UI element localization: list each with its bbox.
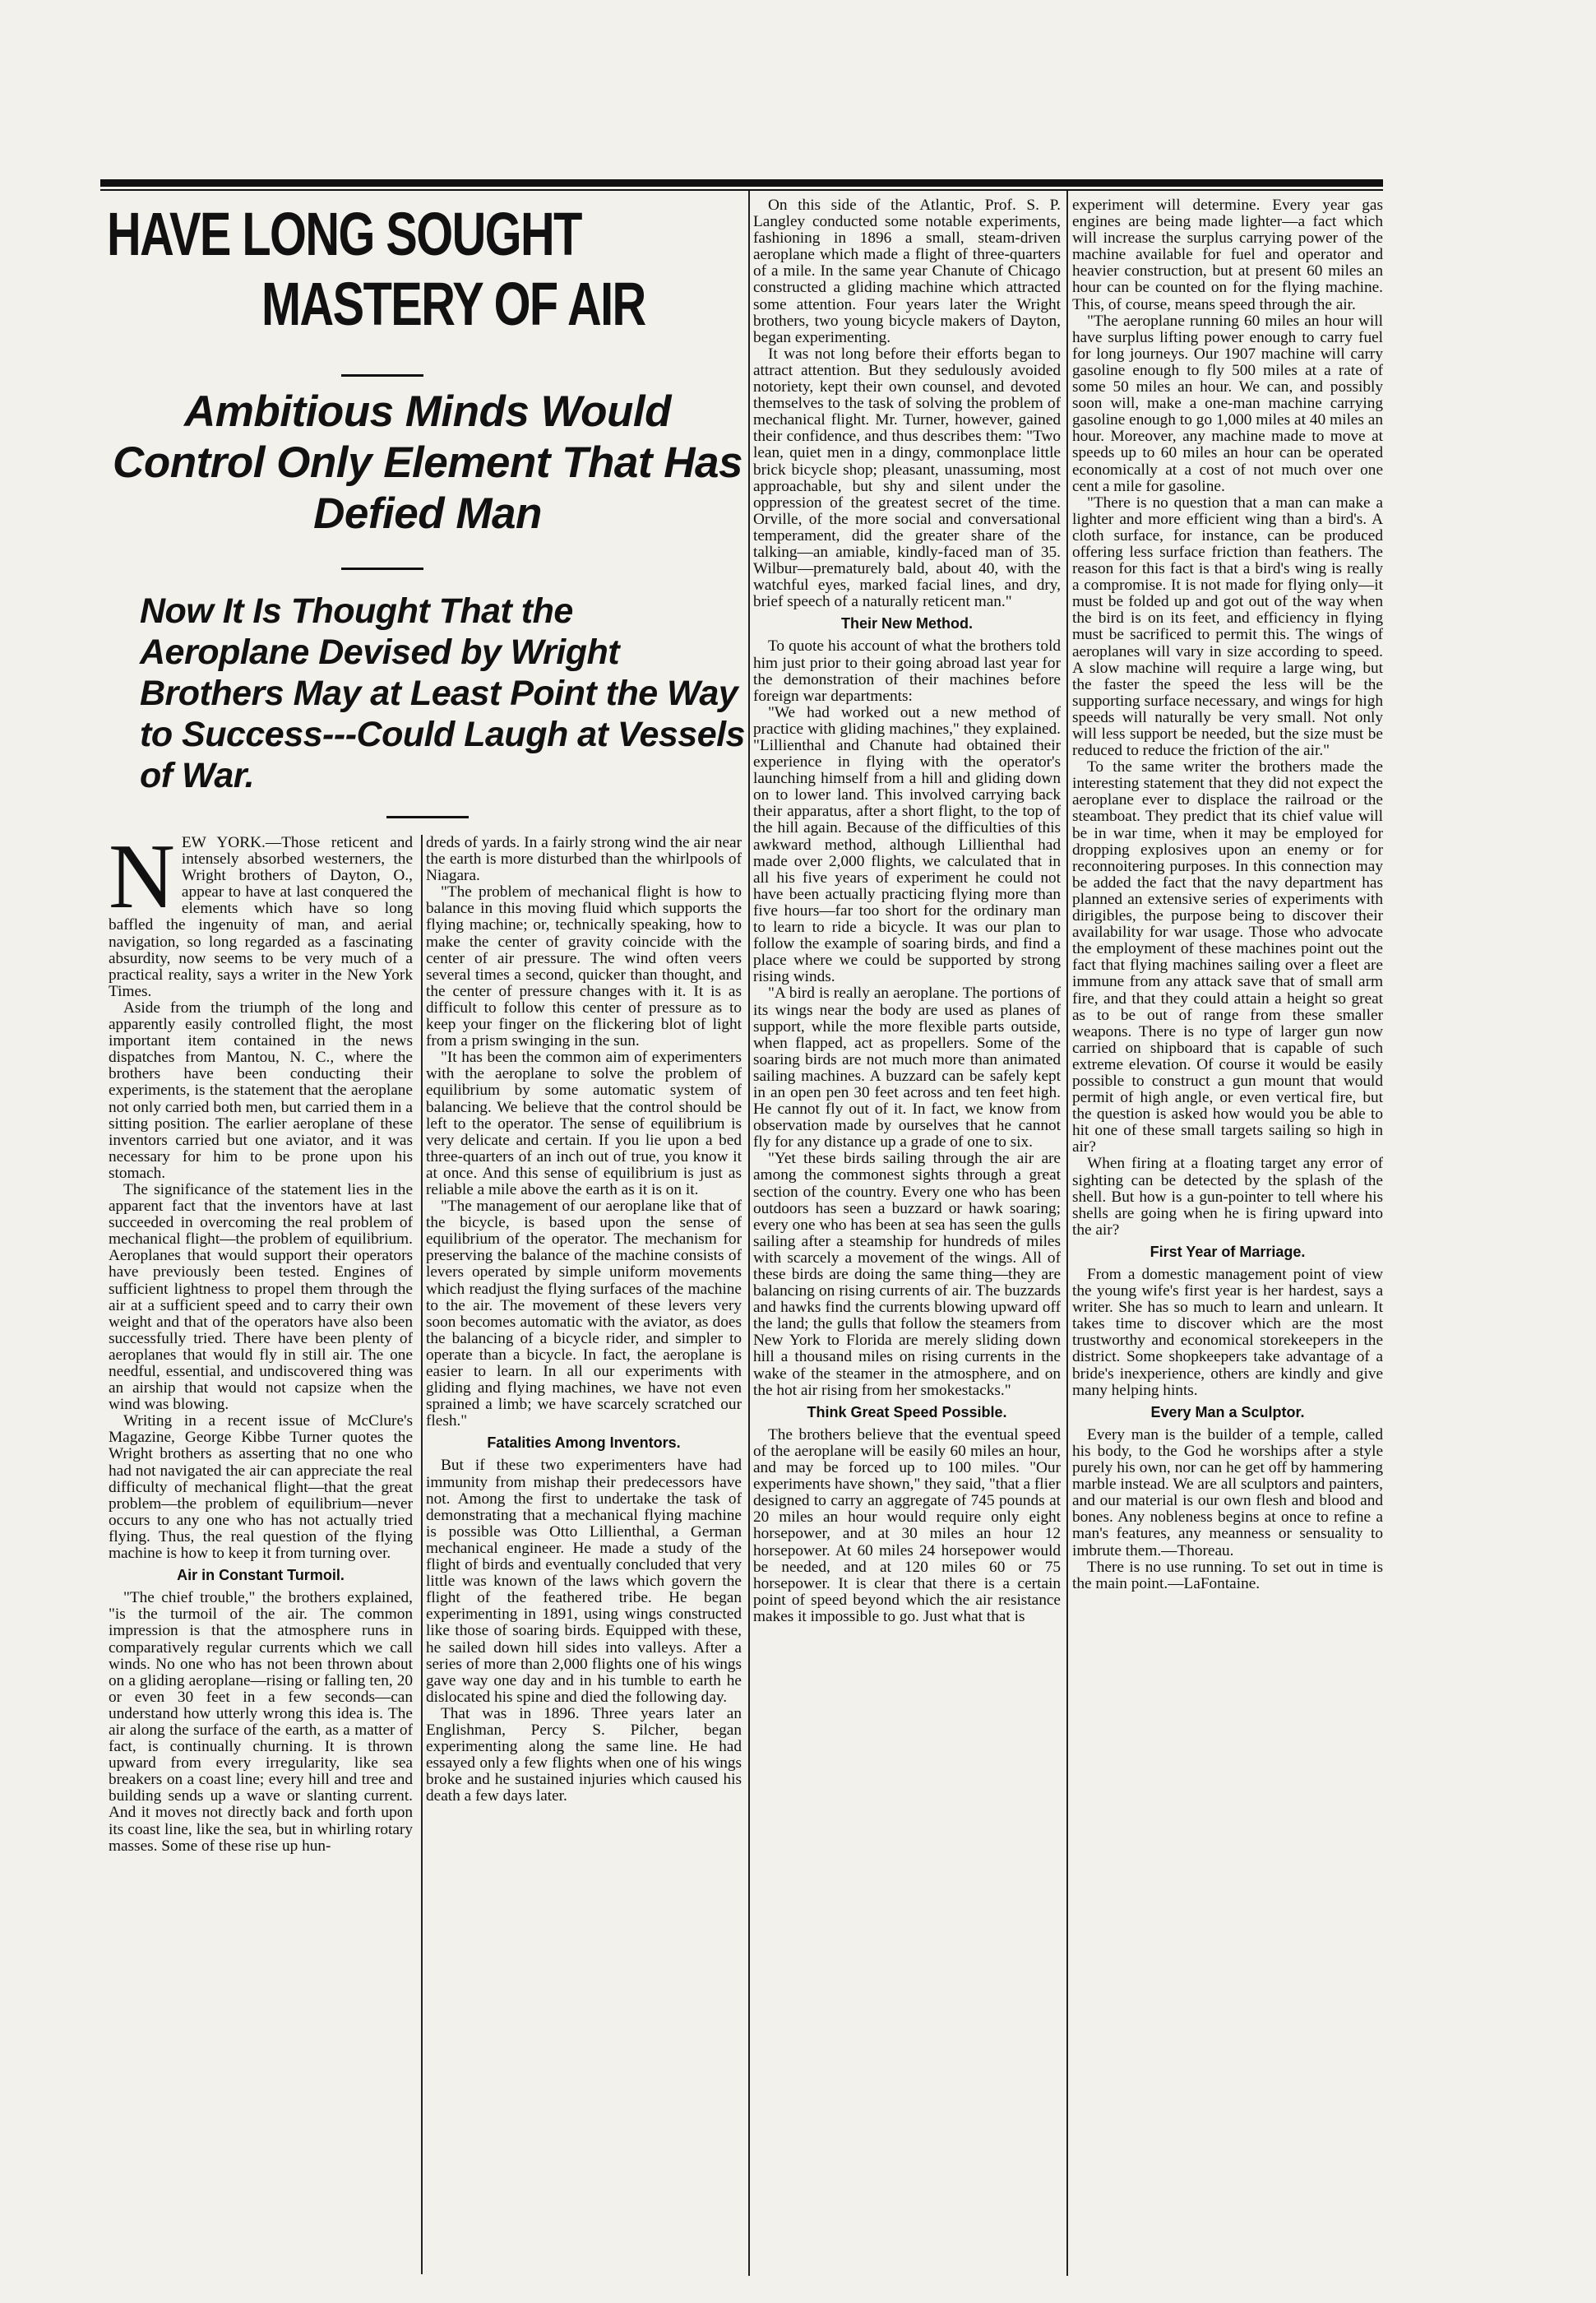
article-paragraph: Aside from the triumph of the long and apparently easily controlled flight, the most important item contained in the news dispatches from Mantou, N. C., where the brothers have been conducting their experiments, is the statement that the aeroplane not only carried both men, but carried them in a sitting position. The earlier aeroplane of these inventors carried but one aviator, and it was necessary for him to be prone upon his stomach. [109, 999, 413, 1182]
article-paragraph: On this side of the Atlantic, Prof. S. P. Langley conducted some notable experiments, fashioning in 1896 a small, steam-driven aeroplane which made a flight of three-quarters of a mile. In the same year Chanute of Chicago constructed a gliding machine which attracted some attention. Four years later the Wright brothers, two young bicycle makers of Dayton, began experimenting. [753, 197, 1061, 346]
article-paragraph: Writing in a recent issue of McClure's Magazine, George Kibbe Turner quotes the Wright brothers as asserting that no one who had not navigated the air can appreciate the real difficulty of mechanical flight—that the great problem—the problem of equilibrium—never occurs to any one who has not actually tried flying. Thus, the real question of the flying machine is how to keep it from turning over. [109, 1412, 413, 1563]
article-paragraph: experiment will determine. Every year gas engines are being made lighter—a fact which will increase the surplus carrying power of the machine available for fuel and operator and heavier construction, but at present 60 miles an hour can be counted on for the flying machine. This, of course, means speed through the air. [1072, 197, 1383, 313]
article-paragraph: From a domestic management point of view the young wife's first year is her hardest, says a writer. She has so much to learn and unlearn. It takes time to discover which are the most trustworthy and economical storekeepers in the district. Some shopkeepers take advantage of a bride's inexperience, others are kindly and give many helping hints. [1072, 1266, 1383, 1399]
headline-line-1: HAVE LONG SOUGHT [107, 200, 581, 268]
column-4 [1072, 197, 1383, 2278]
article-paragraph: The brothers believe that the eventual speed of the aeroplane will be easily 60 miles an hour, and may be forced up to 100 miles. "Our experiments have shown," they said, "that a flier designed to carry an aggregate of 745 pounds at 20 miles an hour would require only eight horsepower, and at 30 miles an hour 12 horsepower. At 60 miles 24 horsepower would be needed, and at 120 miles 60 or 75 horsepower. It is clear that there is a certain point of speed beyond which the air resistance makes it impossible to go. Just what that is [753, 1425, 1061, 1625]
deck-rule-3 [386, 816, 469, 818]
column-2 [426, 835, 742, 2282]
article-paragraph: "The management of our aeroplane like that of the bicycle, is based upon the sense of equilibrium of the operator. The mechanism for preserving the balance of the machine consists of levers operated by simple uniform movements which readjust the flying surfaces of the machine to the air. The movement of these levers very soon becomes automatic with the aviator, as does the balancing of a bicycle rider, and simpler to operate than a bicycle. In fact, the aeroplane is easier to learn. In all our experiments with gliding and flying machines, we have not even sprained a limb; we have scarcely scratched our flesh." [426, 1198, 742, 1430]
subhead-air-in-constant-turmoil: Air in Constant Turmoil. [177, 1567, 345, 1584]
article-paragraph: When firing at a floating target any error of sighting can be detected by the splash of the shell. But how is a gun-pointer to tell where his shells are going when he is firing upward into the air? [1072, 1155, 1383, 1239]
column-rule-1 [421, 835, 423, 2274]
column-3 [753, 197, 1061, 2278]
article-paragraph: "There is no question that a man can make a lighter and more efficient wing than a bird's. A cloth surface, for instance, can be produced offering less surface friction than feathers. The reason for this fact is that a bird's wing is really a compromise. It is not made for flying only—it must be folded up and got out of the way when the bird is on its feet, and efficiency in flying must be sacrificed to permit this. The wings of aeroplanes will vary in size according to speed. A slow machine will require a large wing, but the faster the speed the less will be the supporting surface necessary, and wings for high speeds will naturally be very small. Not only will less support be needed, but the size must be reduced to reduce the friction of the air." [1072, 494, 1383, 760]
deck-ambitious-minds: Ambitious Minds Would Control Only Element That Has Defied Man [113, 387, 742, 538]
lead-text: EW YORK.—Those reticent and intensely absorbed westerners, the Wright brothers of Dayton, O., appear to have at last conquered the elements which have so long baffled the ingenuity of man, and aerial navigation, so long regarded as a fascinating absurdity, now seems to be very much of a practical reality, says a writer in the New York Times. [109, 835, 413, 1000]
article-paragraph: There is no use running. To set out in time is the main point.—LaFontaine. [1072, 1558, 1383, 1592]
article-paragraph: "Yet these birds sailing through the air are among the commonest sights through a great section of the country. Every one who has been outdoors has seen a buzzard or hawk soaring; every one who has been at sea has seen the gulls sailing after a steamship for hundreds of miles with scarcely a movement of the wings. All of these birds are doing the same thing—they are balancing on rising currents of air. The buzzards and hawks find the currents blowing upward off the land; the gulls that follow the steamers from New York to Florida are merely sliding down hill a thousand miles on rising currents in the wake of the steamer in the atmosphere, and on the hot air rising from her smokestacks." [753, 1150, 1061, 1399]
article-paragraph: That was in 1896. Three years later an Englishman, Percy S. Pilcher, began experimenting along the same line. He had essayed only a few flights when one of his wings broke and he sustained injuries which caused his death a few days later. [426, 1704, 742, 1805]
article-paragraph: It was not long before their efforts began to attract attention. But they sedulously avoided notoriety, kept their own counsel, and devoted themselves to the task of solving the problem of mechanical flight. Mr. Turner, however, gained their confidence, and thus describes them: "Two lean, quiet men in a dingy, commonplace little brick bicycle shop; pleasant, unassuming, most approachable, but shy and silent under the oppression of the greatest secret of the time. Orville, of the more social and conversational temperament, did the greater share of the talking—an amiable, kindly-faced man of 35. Wilbur—prematurely bald, about 40, with the watchful eyes, marked facial lines, and dry, brief speech of a naturally reticent man." [753, 345, 1061, 611]
lead-paragraph [109, 835, 413, 1000]
article-paragraph: "A bird is really an aeroplane. The portions of its wings near the body are used as planes of support, while the more flexible parts outside, when flapped, act as propellers. Some of the soaring birds are not much more than animated sailing machines. A buzzard can be safely kept in an open pen 30 feet across and ten feet high. He cannot fly out of it. In fact, we know from observation made by ourselves that he cannot fly for any distance up a grade of one to six. [753, 985, 1061, 1152]
article-paragraph: "The chief trouble," the brothers explained, "is the turmoil of the air. The common impression is that the atmosphere runs in comparatively regular currents which we call winds. No one who has not been thrown about on a gliding aeroplane—rising or falling ten, 20 or even 30 feet in a few seconds—can understand how utterly wrong this idea is. The air along the surface of the earth, as a matter of fact, is continually churning. It is thrown upward from every irregularity, like sea breakers on a coast line; every hill and tree and building sends up a wave or slanting current. And it moves not directly back and forth upon its coast line, like the sea, but in whirling rotary masses. Some of these rise up hun- [109, 1589, 413, 1855]
headline-line-2: MASTERY OF AIR [261, 270, 645, 338]
deck-rule-2 [341, 568, 423, 570]
subhead-think-great-speed-possible: Think Great Speed Possible. [807, 1403, 1007, 1420]
article-paragraph: To quote his account of what the brothers told him just prior to their going abroad last year for the demonstration of their machines before foreign war departments: [753, 637, 1061, 705]
article-paragraph: But if these two experimenters have had immunity from mishap their predecessors have not. Among the first to undertake the task of demonstrating that a mechanical flying machine is possible was Otto Lillienthal, a German mechanical engineer. He made a study of the flight of birds and eventually concluded that very little was known of the laws which govern the flight of the feathered tribe. He began experimenting in 1891, using wings constructed like those of soaring birds. Equipped with these, he sailed down hill sides into valleys. After a series of more than 2,000 flights one of his wings gave way one day and in his tumble to earth he dislocated his spine and died the following day. [426, 1457, 742, 1706]
subhead-fatalities-among-inventors: Fatalities Among Inventors. [487, 1434, 681, 1452]
column-rule-3 [1066, 191, 1068, 2276]
article-paragraph: The significance of the statement lies in the apparent fact that the inventors have at last succeeded in overcoming the real problem of mechanical flight—the problem of equilibrium. Aeroplanes that would support their operators have previously been tested. Engines of sufficient lightness to propel them through the air at a sufficient speed and to carry their own weight and that of the operators have also been successfully tried. There have been plenty of aeroplanes that would fly in still air. The one needful, essential, and undiscovered thing was an airship that would not capsize when the wind was blowing. [109, 1180, 413, 1414]
article-paragraph: Every man is the builder of a temple, called his body, to the God he worships after a style purely his own, nor can he get off by hammering marble instead. We are all sculptors and painters, and our material is our own flesh and blood and bones. Any nobleness begins at once to refine a man's features, any meanness or sensuality to imbrute them.—Thoreau. [1072, 1425, 1383, 1559]
article-paragraph: "The aeroplane running 60 miles an hour will have surplus lifting power enough to carry fuel for long journeys. Our 1907 machine will carry gasoline enough to fly 500 miles at a rate of some 50 miles an hour. We can, and possibly soon will, make a one-man machine carrying gasoline enough to go 1,000 miles at 40 miles an hour. Moreover, any machine made to move at speeds up to 60 miles an hour can be operated economically at a cost of not much over one cent a mile for gasoline. [1072, 312, 1383, 495]
article-paragraph: dreds of yards. In a fairly strong wind the air near the earth is more disturbed than the whirlpools of Niagara. [426, 835, 742, 885]
article-paragraph: "It has been the common aim of experimenters with the aeroplane to solve the problem of equilibrium by some automatic system of balancing. We believe that the control should be left to the operator. The sense of equilibrium is very delicate and certain. If you lie upon a bed three-quarters of an inch out of true, you know it at once. And this sense of equilibrium is just as reliable a mile above the earth as it is on it. [426, 1049, 742, 1198]
top-rule [100, 179, 1383, 187]
deck-rule-1 [341, 374, 423, 377]
article-paragraph: "The problem of mechanical flight is how to balance in this moving fluid which supports the flying machine; or, technically speaking, how to make the center of gravity coincide with the center of air pressure. The wind often veers several times a second, quicker than thought, and the center of pressure changes with it. It is as difficult to follow this center of pressure as to keep your finger on the flickering blot of light from a prism swinging in the sun. [426, 883, 742, 1050]
subhead-every-man-a-sculptor: Every Man a Sculptor. [1150, 1403, 1305, 1420]
column-1 [109, 835, 413, 2282]
subhead-first-year-of-marriage: First Year of Marriage. [1150, 1243, 1306, 1260]
article-paragraph: "We had worked out a new method of practice with gliding machines," they explained. "Lillienthal and Chanute had obtained their experience in flying with the operator's launching himself from a hill and gliding down on to lower land. This involved carrying back their apparatus, after a short flight, to the top of the hill again. Because of the difficulties of this awkward method, although Lillienthal had made over 2,000 flights, we calculated that in all his five years of experiment he could not have been actually practicing flying more than five hours—far too short for the ordinary man to learn to ride a bicycle. It was our plan to follow the example of soaring birds, and find a place where we could be supported by strong rising winds. [753, 703, 1061, 986]
article-paragraph: To the same writer the brothers made the interesting statement that they did not expect the aeroplane ever to displace the railroad or the steamboat. They predict that its chief value will be in war time, when it may be employed for dropping explosives upon an enemy or for reconnoitering purposes. In this connection may be added the fact that the navy department has planned an extensive series of experiments with dirigibles, the purpose being to discover their availability for war usage. Those who advocate the employment of these machines point out the fact that flying machines sailing over a fleet are immune from any attack save that of small arm fire, and that they could attain a height so great as to be out of range from these smaller weapons. There is no type of larger gun now carried on shipboard that is capable of such extreme elevation. Of course it would be easily possible to construct a gun mount that would permit of high angle, or even vertical fire, but the question is asked how would you be able to hit one of these small targets sailing so high in air? [1072, 758, 1383, 1156]
top-rule-thin [100, 189, 1383, 191]
subhead-their-new-method: Their New Method. [840, 615, 973, 633]
deck-wright-brothers: Now It Is Thought That the Aeroplane Devised by Wright Brothers May at Least Point the Way to Success---Could Laugh at Vessels of War. [140, 591, 745, 795]
drop-cap: N [109, 835, 175, 928]
